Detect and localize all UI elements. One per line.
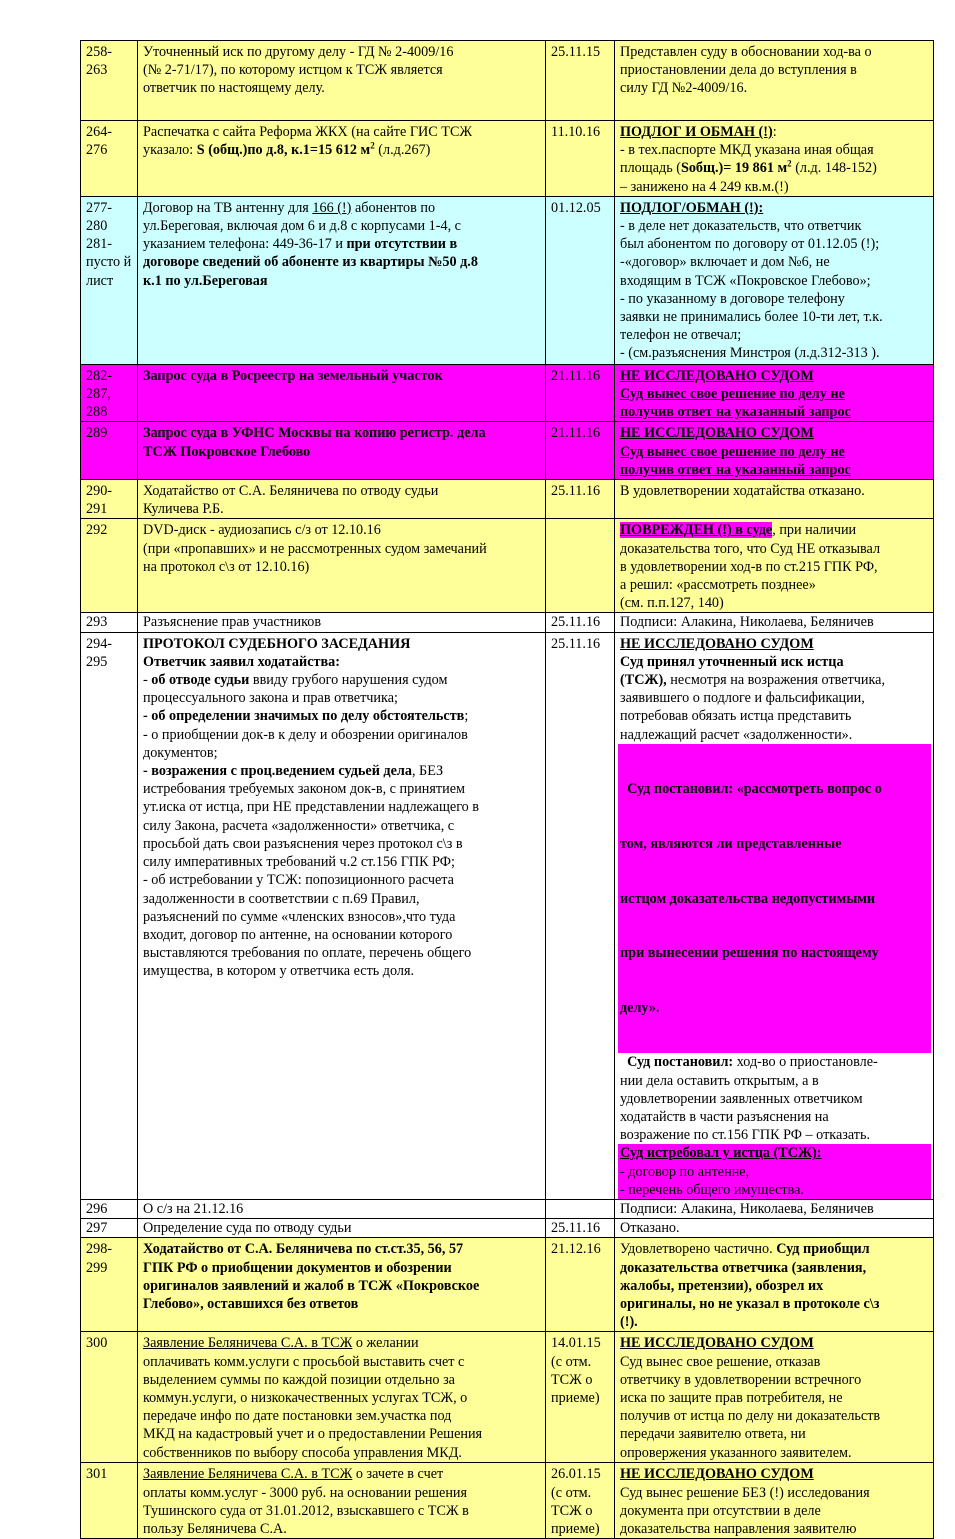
note: НЕ ИССЛЕДОВАНО СУДОМ Суд принял уточненный иск истца (ТСЖ), несмотря на возражения ответчика, заявившего о подлоге и фальсификации, потребовав обязать истца представить надлежащий расчет «задолженности». Суд постановил: «рассмотреть вопрос о том, являются ли представленные истцом доказательства недопустимыми при вынесении решения по настоящему делу». Суд постановил: ход-во о приостановле- нии дела оставить открытым, а в удовлетворении заявленных ответчиком ходатайств в части разъяснения на возражение по ст.156 ГПК РФ – отказать. Суд истребовал у истца (ТСЖ): - договор по антенне, - перечень общего имущества. bbox=[615, 632, 934, 1199]
document-date bbox=[546, 519, 615, 613]
case-materials-table bbox=[80, 40, 934, 1539]
table-row bbox=[81, 422, 934, 480]
document-description: Ходатайство от С.А. Беляничева по ст.ст.35, 56, 57 ГПК РФ о приобщении документов и обозрении оригиналов заявлений и жалоб в ТСЖ «Покровское Глебово», оставшихся без ответов bbox=[138, 1238, 546, 1332]
document-date: 11.10.16 bbox=[546, 121, 615, 197]
document-description: ПРОТОКОЛ СУДЕБНОГО ЗАСЕДАНИЯ Ответчик заявил ходатайства: - об отводе судьи ввиду грубого нарушения судом процессуального закона и прав ответчика; - об определении значимых по делу обстоятельств; - о приобщении док-в к делу и обозрении оригиналов документов; - возражения с проц.ведением судьей дела, БЕЗ истребования требуемых законом док-в, с принятием ут.иска от истца, при НЕ представлении надлежащего в силу Закона, расчета «задолженности» ответчика, с просьбой дать свои разъяснения через протокол с\з в силу императивных требований ч.2 ст.156 ГПК РФ; - об истребовании у ТСЖ: попозиционного расчета задолженности в соответствии с п.69 Правил, разъяснений по сумме «членских взносов»,что туда входит, договор по антенне, на основании которого выставляются требования по оплате, перечень общего имущества, в котором у ответчика есть доля. bbox=[138, 632, 546, 1199]
document-description: Распечатка с сайта Реформа ЖКХ (на сайте ГИС ТСЖ указало: S (общ.)по д.8, к.1=15 612 $м^2$ (л.д.267) bbox=[138, 121, 546, 197]
note: ПОВРЕЖДЕН (!) в суде, при наличии доказательства того, что Суд НЕ отказывал в удовлетворении ход-в по ст.215 ГПК РФ, а решил: «рассмотреть позднее» (см. п.п.127, 140) bbox=[615, 519, 934, 613]
document-date: 21.11.16 bbox=[546, 422, 615, 480]
document-date: 25.11.16 bbox=[546, 480, 615, 519]
note: ПОДЛОГ/ОБМАН (!): - в деле нет доказательств, что ответчик был абонентом по договору от 01.12.05 (!); -«договор» включает и дом №6, не входящим в ТСЖ «Покровское Глебово»; - по указанному в договоре телефону заявки не принимались более 10-ти лет, т.к. телефон не отвечал; - (см.разъяснения Минстроя (л.д.312-313 ). bbox=[615, 196, 934, 364]
sheet-number: 301 bbox=[81, 1463, 138, 1539]
sheet-number: 292 bbox=[81, 519, 138, 613]
document-description: Ходатайство от С.А. Беляничева по отводу судьи Куличева Р.Б. bbox=[138, 480, 546, 519]
sheet-number: 293 bbox=[81, 613, 138, 632]
document-description: Запрос суда в Росреестр на земельный участок bbox=[138, 364, 546, 422]
table-row bbox=[81, 364, 934, 422]
sheet-number: 258-263 bbox=[81, 41, 138, 121]
table-row bbox=[81, 1199, 934, 1218]
sheet-number: 277-280 281-пусто й лист bbox=[81, 196, 138, 364]
document-description: О с/з на 21.12.16 bbox=[138, 1199, 546, 1218]
document-date: 21.12.16 bbox=[546, 1238, 615, 1332]
sheet-number: 298-299 bbox=[81, 1238, 138, 1332]
note: НЕ ИССЛЕДОВАНО СУДОМ Суд вынес решение БЕЗ (!) исследования документа при отсутствии в деле доказательства направления заявителю bbox=[615, 1463, 934, 1539]
document-description: Запрос суда в УФНС Москвы на копию регистр. дела ТСЖ Покровское Глебово bbox=[138, 422, 546, 480]
document-date: 25.11.16 bbox=[546, 1219, 615, 1238]
table-row bbox=[81, 519, 934, 613]
table-row bbox=[81, 41, 934, 121]
document-description: Уточненный иск по другому делу - ГД № 2-4009/16 (№ 2-71/17), по которому истцом к ТСЖ является ответчик по настоящему делу. bbox=[138, 41, 546, 121]
document-date: 26.01.15 (с отм. ТСЖ о приеме) bbox=[546, 1463, 615, 1539]
note: Отказано. bbox=[615, 1219, 934, 1238]
sheet-number: 296 bbox=[81, 1199, 138, 1218]
note: НЕ ИССЛЕДОВАНО СУДОМ Суд вынес свое решение по делу не получив ответ на указанный запрос bbox=[615, 364, 934, 422]
table-row bbox=[81, 1238, 934, 1332]
document-description: Заявление Беляничева С.А. в ТСЖ о желании оплачивать комм.услуги с просьбой выставить счет с выделением суммы по каждой позиции отдельно за коммун.услуги, о низкокачественных услугах ТСЖ, о передаче инфо по дате постановки зем.участка под МКД на кадастровый учет и о предоставлении Решения собственников по выбору способа управления МКД. bbox=[138, 1332, 546, 1463]
sheet-number: 290-291 bbox=[81, 480, 138, 519]
document-description: Заявление Беляничева С.А. в ТСЖ о зачете в счет оплаты комм.услуг - 3000 руб. на основании решения Тушинского суда от 31.01.2012, взыскавшего с ТСЖ в пользу Беляничева С.А. bbox=[138, 1463, 546, 1539]
document-date: 25.11.15 bbox=[546, 41, 615, 121]
table-row bbox=[81, 613, 934, 632]
note: Представлен суду в обосновании ход-ва о приостановлении дела до вступления в силу ГД №2-4009/16. bbox=[615, 41, 934, 121]
sheet-number: 297 bbox=[81, 1219, 138, 1238]
note: Удовлетворено частично. Суд приобщил доказательства ответчика (заявления, жалобы, претензии), обозрел их оригиналы, но не указал в протоколе с\з (!). bbox=[615, 1238, 934, 1332]
document-description: DVD-диск - аудиозапись с/з от 12.10.16 (при «пропавших» и не рассмотренных судом замечаний на протокол с\з от 12.10.16) bbox=[138, 519, 546, 613]
highlighted-request: Суд истребовал у истца (ТСЖ): - договор по антенне, - перечень общего имущества. bbox=[618, 1144, 931, 1199]
sheet-number: 264-276 bbox=[81, 121, 138, 197]
document-date bbox=[546, 1199, 615, 1218]
document-description: Разъяснение прав участников bbox=[138, 613, 546, 632]
table-row bbox=[81, 196, 934, 364]
highlighted-ruling: Суд постановил: «рассмотреть вопрос о том, являются ли представленные истцом доказательства недопустимыми при вынесении решения по настоящему делу». bbox=[618, 744, 931, 1053]
note: Подписи: Алакина, Николаева, Беляничев bbox=[615, 613, 934, 632]
note: НЕ ИССЛЕДОВАНО СУДОМ Суд вынес свое решение по делу не получив ответ на указанный запрос bbox=[615, 422, 934, 480]
note: НЕ ИССЛЕДОВАНО СУДОМ Суд вынес свое решение, отказав ответчику в удовлетворении встречного иска по защите прав потребителя, не получив от истца по делу ни доказательств передачи заявителю ответа, ни опровержения указанного заявителем. bbox=[615, 1332, 934, 1463]
document-date: 01.12.05 bbox=[546, 196, 615, 364]
document-description: Договор на ТВ антенну для 166 (!) абонентов по ул.Береговая, включая дом 6 и д.8 с корпусами 1-4, с указанием телефона: 449-36-17 и при отсутствии в договоре сведений об абоненте из квартиры №50 д.8 к.1 по ул.Береговая bbox=[138, 196, 546, 364]
sheet-number: 300 bbox=[81, 1332, 138, 1463]
sheet-number: 282-287, 288 bbox=[81, 364, 138, 422]
document-date: 25.11.16 bbox=[546, 613, 615, 632]
sheet-number: 294-295 bbox=[81, 632, 138, 1199]
table-row bbox=[81, 1219, 934, 1238]
note: ПОДЛОГ И ОБМАН (!): - в тех.паспорте МКД указана иная общая площадь (Sобщ.)= 19 861 $м^2$ (л.д. 148-152) – занижено на 4 249 кв.м.(!) bbox=[615, 121, 934, 197]
table-row bbox=[81, 1463, 934, 1539]
table-row bbox=[81, 632, 934, 1199]
note: В удовлетворении ходатайства отказано. bbox=[615, 480, 934, 519]
sheet-number: 289 bbox=[81, 422, 138, 480]
note: Подписи: Алакина, Николаева, Беляничев bbox=[615, 1199, 934, 1218]
table-row bbox=[81, 480, 934, 519]
document-date: 25.11.16 bbox=[546, 632, 615, 1199]
table-row bbox=[81, 121, 934, 197]
document-date: 14.01.15 (с отм. ТСЖ о приеме) bbox=[546, 1332, 615, 1463]
document-date: 21.11.16 bbox=[546, 364, 615, 422]
document-description: Определение суда по отводу судьи bbox=[138, 1219, 546, 1238]
